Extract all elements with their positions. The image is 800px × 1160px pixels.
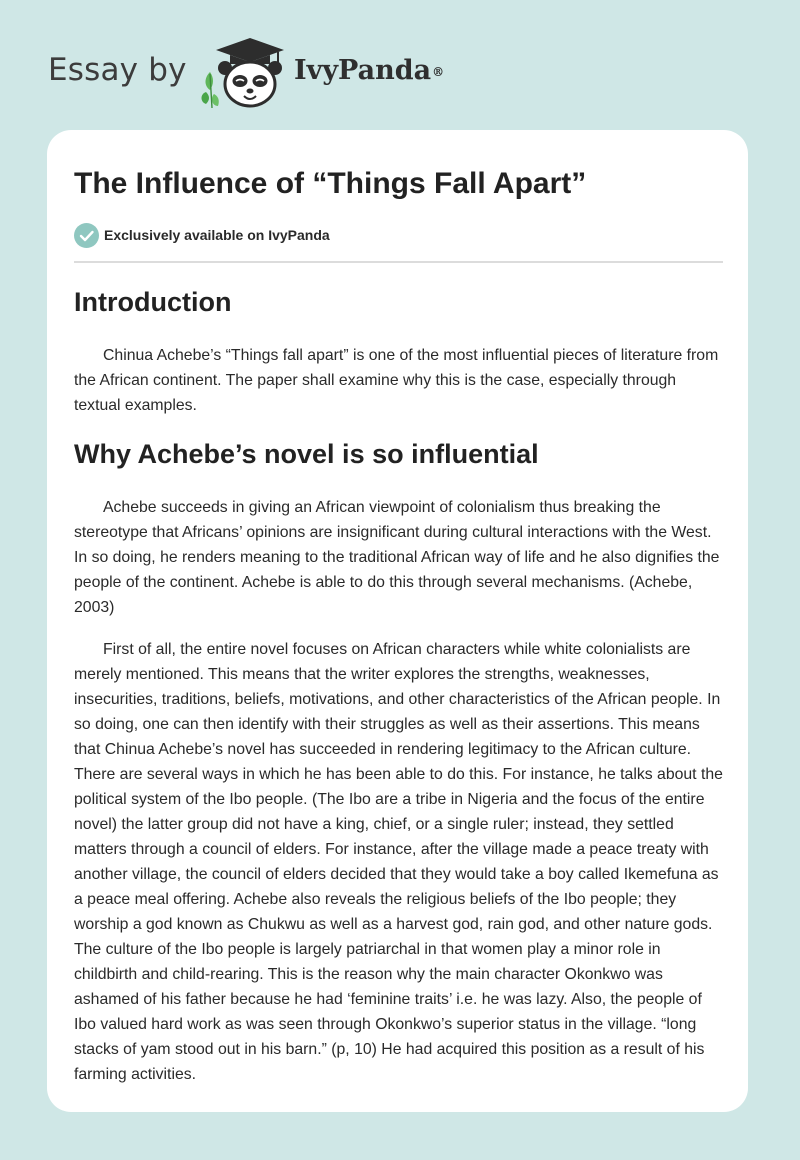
brand-name-text: IvyPanda [294,55,432,86]
essay-card [47,130,748,1112]
influence-paragraph-1: Achebe succeeds in giving an African viewpoint of colonialism thus breaking the stereotype that Africans’ opinions are insignificant during cultural interactions with the West. In so doing, he renders meaning to the traditional African way of life and he also dignifies the people of the continent. Achebe is able to do this through several mechanisms. (Achebe, 2003) [74,499,720,616]
trademark-symbol: ® [432,65,445,79]
section-heading-introduction: Introduction [74,287,232,317]
title-divider [74,261,723,263]
check-circle-icon [74,223,99,248]
exclusive-badge-text: Exclusively available on IvyPanda [104,227,330,243]
introduction-paragraph: Chinua Achebe’s “Things fall apart” is one of the most influential pieces of literature from the African continent. The paper shall examine why this is the case, especially through textual examples. [74,347,719,414]
brand-name[interactable] [294,53,444,89]
exclusive-badge [74,222,330,248]
ivy-leaf-icon [202,72,219,108]
essay-by-label: Essay by [48,52,187,88]
page-title: The Influence of “Things Fall Apart” [74,167,587,200]
section-heading-influence: Why Achebe’s novel is so influential [74,439,539,469]
influence-paragraph-2: First of all, the entire novel focuses on African characters while white colonialists are merely mentioned. This means that the writer explores the strengths, weaknesses, insecurities, traditions, beliefs, motivations, and other characteristics of the African people. In so doing, one can then identify with their struggles as well as their assertions. This means that Chinua Achebe’s novel has succeeded in rendering legitimacy to the African culture. There are several ways in which he has been able to do this. For instance, he talks about the political system of the Ibo people. (The Ibo are a tribe in Nigeria and the focus of the entire novel) the latter group did not have a king, chief, or a single ruler; instead, they settled matters through a council of elders. For instance, after the village made a peace treaty with another village, the council of elders decided that they would take a boy called Ikemefuna as a peace meal offering. Achebe also reveals the religious beliefs of the Ibo people; they worship a god known as Chukwu as well as a harvest god, rain god, and other nature gods. The culture of the Ibo people is largely patriarchal in that women play a minor role in childbirth and child-rearing. This is the reason why the main character Okonkwo was ashamed of his father because he had ‘feminine traits’ i.e. he was lazy. Also, the people of Ibo valued hard work as was seen through Okonkwo’s superior status in the village. “long stacks of yam stood out in his barn.” (p, 10) He had acquired this position as a result of his farming activities. [74,641,723,1083]
panda-graduate-logo-icon[interactable] [198,34,294,110]
site-header [0,0,800,120]
